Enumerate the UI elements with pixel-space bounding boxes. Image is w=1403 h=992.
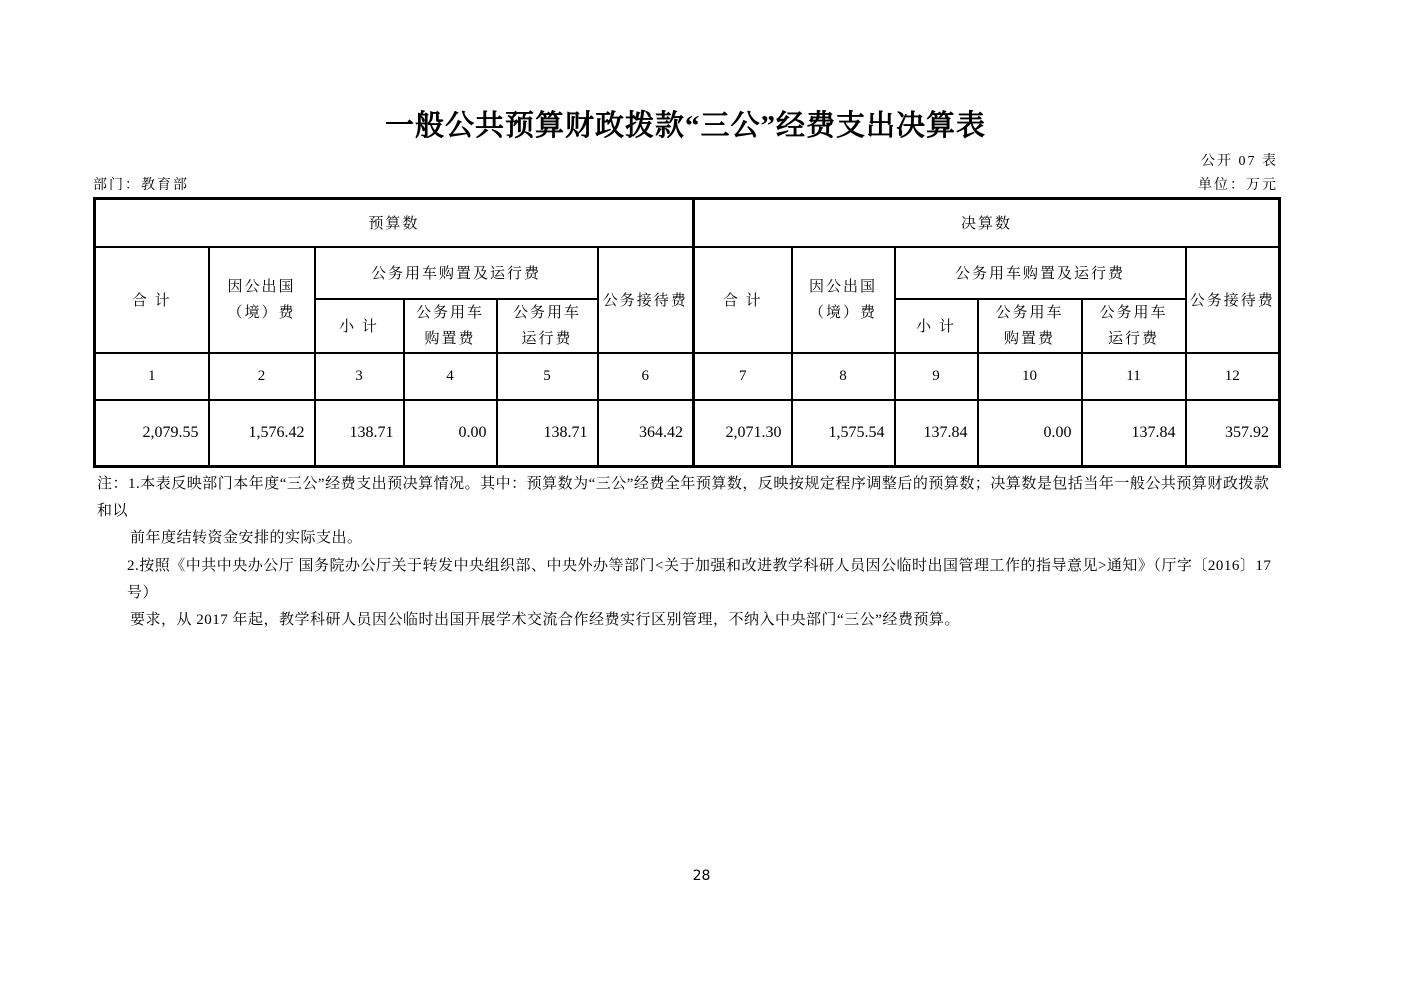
header-abroad-final [792,247,895,353]
header-vehicle-group-budget: 公务用车购置及运行费 [315,247,598,299]
header-vehicle-group-final: 公务用车购置及运行费 [895,247,1186,299]
column-number: 2 [209,353,315,400]
header-operation-final-line1: 公务用车 [1099,304,1168,321]
header-abroad-final-line2: （境）费 [809,304,878,321]
footnotes [97,471,1277,634]
header-operation-budget-line1: 公务用车 [512,304,581,321]
value-cell: 2,079.55 [95,400,209,467]
header-purchase-final-line1: 公务用车 [995,304,1064,321]
column-number: 10 [978,353,1082,400]
three-public-expense-table [93,197,1281,468]
section-header-row [95,199,1280,247]
header-abroad-budget-line1: 因公出国 [227,278,296,295]
value-cell: 138.71 [497,400,598,467]
note-1-line-2: 前年度结转资金安排的实际支出。 [130,530,363,546]
header-subtotal-budget: 小 计 [315,299,404,353]
note-line [97,607,1277,634]
page-title: 一般公共预算财政拨款“三公”经费支出决算表 [384,110,986,142]
note-1-line-1: 1.本表反映部门本年度“三公”经费支出预决算情况。其中：预算数为“三公”经费全年预算数，反映按规定程序调整后的预算数；决算数是包括当年一般公共预算财政拨款和以 [97,476,1270,519]
note-line [97,553,1277,607]
section-budget-header: 预算数 [95,199,694,247]
header-reception-final: 公务接待费 [1186,247,1280,353]
note-2-line-2: 要求，从 2017 年起，教学科研人员因公临时出国开展学术交流合作经费实行区别管理，不纳入中央部门“三公”经费预算。 [130,612,960,628]
column-number: 5 [497,353,598,400]
note-2-line-1: 2.按照《中共中央办公厅 国务院办公厅关于转发中央组织部、中央外办等部门<关于加强和改进教学科研人员因公临时出国管理工作的指导意见>通知》（厅字〔2016〕17 号） [127,558,1272,601]
value-cell: 137.84 [895,400,978,467]
column-header-row-upper [95,247,1280,299]
column-number: 4 [404,353,497,400]
header-purchase-budget-line1: 公务用车 [415,304,484,321]
header-total-final: 合 计 [694,247,792,353]
header-abroad-budget-line2: （境）费 [227,304,296,321]
column-number-row [95,353,1280,400]
value-cell: 137.84 [1082,400,1186,467]
section-final-header: 决算数 [694,199,1280,247]
header-total-budget: 合 计 [95,247,209,353]
column-number: 8 [792,353,895,400]
header-subtotal-final: 小 计 [895,299,978,353]
value-cell: 0.00 [978,400,1082,467]
column-number: 6 [598,353,694,400]
header-purchase-budget [404,299,497,353]
header-operation-budget [497,299,598,353]
header-abroad-final-line1: 因公出国 [809,278,878,295]
header-operation-final-line2: 运行费 [1108,330,1160,347]
header-reception-budget: 公务接待费 [598,247,694,353]
value-cell: 2,071.30 [694,400,792,467]
header-purchase-final [978,299,1082,353]
header-abroad-budget [209,247,315,353]
data-row [95,400,1280,467]
column-number: 3 [315,353,404,400]
value-cell: 0.00 [404,400,497,467]
value-cell: 1,575.54 [792,400,895,467]
note-label: 注： [97,476,129,492]
value-cell: 357.92 [1186,400,1280,467]
column-number: 9 [895,353,978,400]
note-line [97,525,1277,552]
table-code-label: 公开 07 表 [1201,154,1278,169]
column-number: 7 [694,353,792,400]
column-number: 1 [95,353,209,400]
value-cell: 364.42 [598,400,694,467]
header-purchase-final-line2: 购置费 [1004,330,1056,347]
unit-label: 单位：万元 [1198,178,1278,193]
header-purchase-budget-line2: 购置费 [424,330,476,347]
meta-line [93,174,1278,194]
column-number: 12 [1186,353,1280,400]
column-number: 11 [1082,353,1186,400]
note-line [97,471,1277,525]
value-cell: 1,576.42 [209,400,315,467]
department-label: 部门：教育部 [93,178,189,193]
header-operation-final [1082,299,1186,353]
page-number: 28 [692,868,711,884]
header-operation-budget-line2: 运行费 [521,330,573,347]
value-cell: 138.71 [315,400,404,467]
